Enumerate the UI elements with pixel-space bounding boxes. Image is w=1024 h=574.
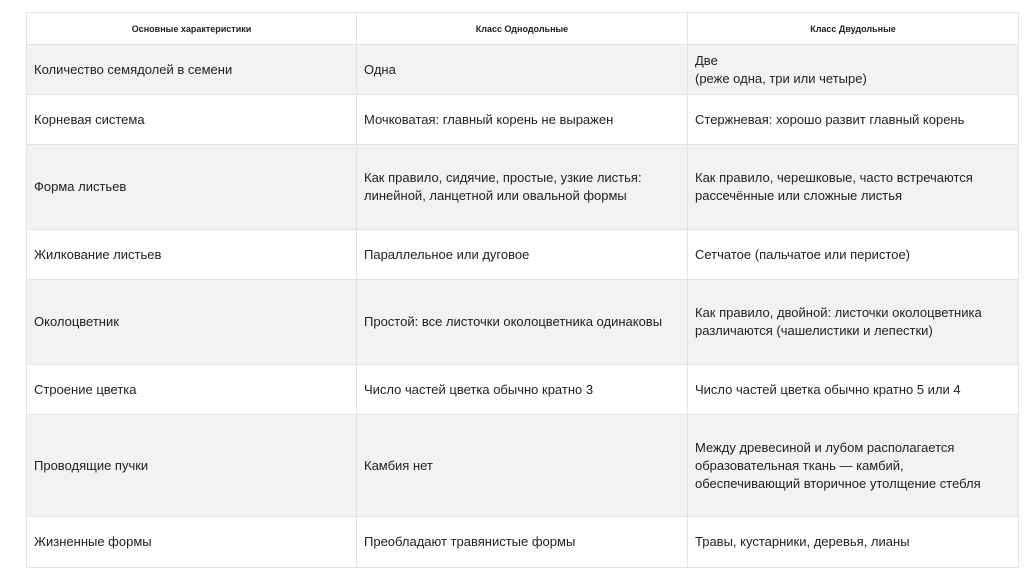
table-header-row [27,13,1019,45]
table-row [27,230,1019,280]
table-row [27,280,1019,365]
dicot-cell-line: (реже одна, три или четыре) [695,70,867,86]
feature-cell: Жизненные формы [27,517,357,568]
feature-cell: Корневая система [27,95,357,145]
table-row [27,365,1019,415]
dicot-cell: Травы, кустарники, деревья, лианы [688,517,1019,568]
header-characteristics: Основные характеристики [27,13,357,45]
header-dicots: Класс Двудольные [688,13,1019,45]
feature-cell: Количество семядолей в семени [27,45,357,95]
dicot-cell: Стержневая: хорошо развит главный корень [688,95,1019,145]
monocot-cell: Одна [357,45,688,95]
table-row [27,145,1019,230]
monocot-cell: Преобладают травянистые формы [357,517,688,568]
monocot-cell: Число частей цветка обычно кратно 3 [357,365,688,415]
monocot-cell: Простой: все листочки околоцветника одинаковы [357,280,688,365]
feature-cell: Жилкование листьев [27,230,357,280]
feature-cell: Форма листьев [27,145,357,230]
dicot-cell: Число частей цветка обычно кратно 5 или 4 [688,365,1019,415]
monocot-cell: Как правило, сидячие, простые, узкие листья: линейной, ланцетной или овальной формы [357,145,688,230]
table-row [27,45,1019,95]
table-row [27,415,1019,517]
monocot-cell: Параллельное или дуговое [357,230,688,280]
dicot-cell-line: Две [695,52,718,68]
comparison-table [26,12,1019,568]
feature-cell: Строение цветка [27,365,357,415]
dicot-cell: Сетчатое (пальчатое или перистое) [688,230,1019,280]
feature-cell: Околоцветник [27,280,357,365]
dicot-cell [688,45,1019,95]
monocot-cell: Камбия нет [357,415,688,517]
table-row [27,517,1019,568]
monocot-cell: Мочковатая: главный корень не выражен [357,95,688,145]
header-monocots: Класс Однодольные [357,13,688,45]
dicot-cell: Как правило, двойной: листочки околоцветника различаются (чашелистики и лепестки) [688,280,1019,365]
feature-cell: Проводящие пучки [27,415,357,517]
comparison-table-container [26,12,1018,568]
table-row [27,95,1019,145]
dicot-cell: Между древесиной и лубом располагается образовательная ткань — камбий, обеспечивающий вторичное утолщение стебля [688,415,1019,517]
dicot-cell: Как правило, черешковые, часто встречаются рассечённые или сложные листья [688,145,1019,230]
